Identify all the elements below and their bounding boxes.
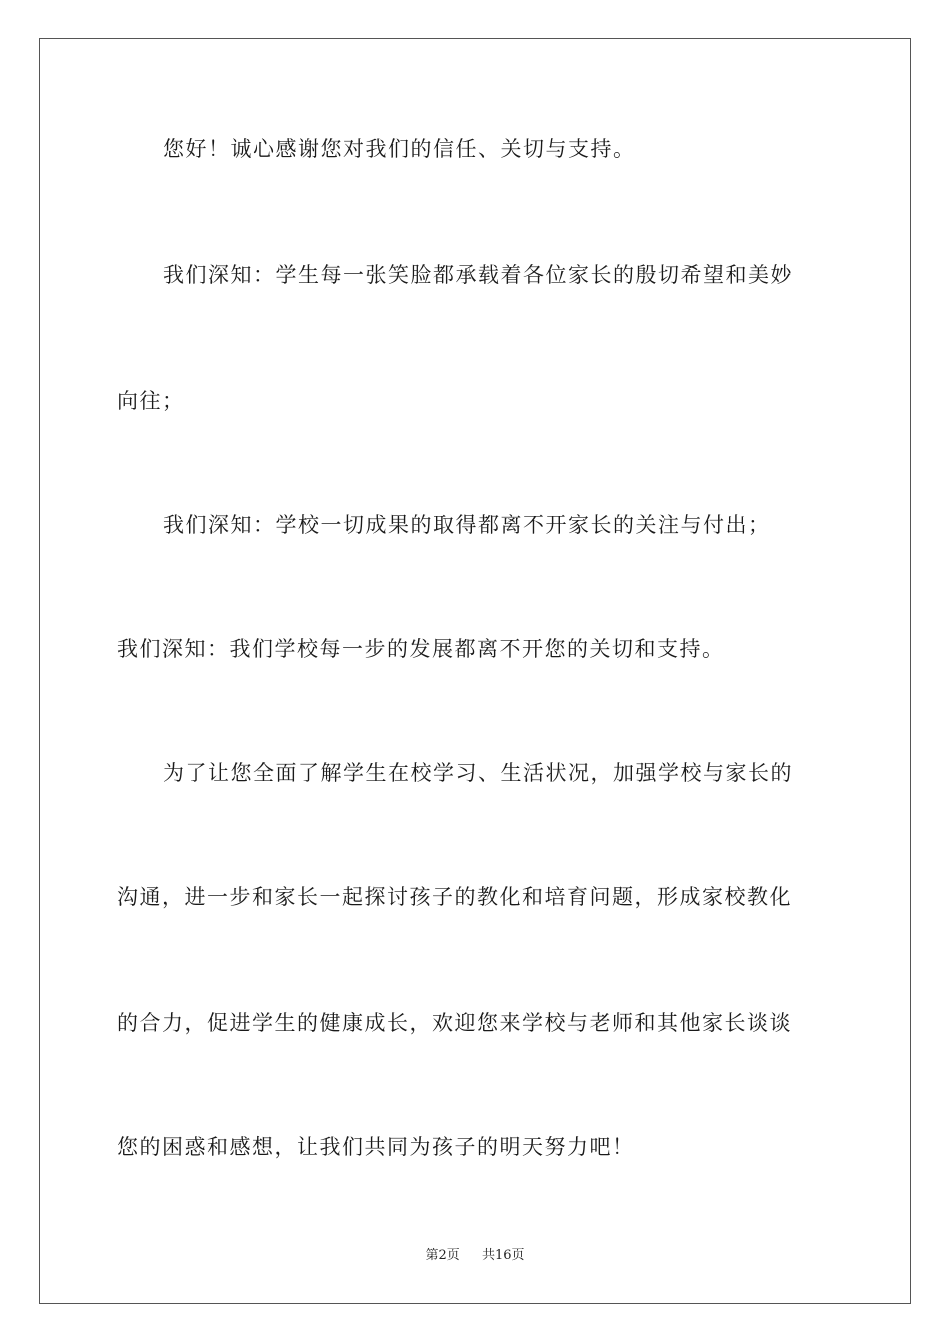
page-number: 第2页 bbox=[425, 1248, 460, 1263]
page-footer bbox=[0, 1247, 950, 1265]
paragraph-line: 您的困惑和感想，让我们共同为孩子的明天努力吧！ bbox=[117, 1135, 635, 1159]
paragraph-line: 我们深知：学校一切成果的取得都离不开家长的关注与付出； bbox=[163, 513, 771, 537]
paragraph-line: 我们深知：我们学校每一步的发展都离不开您的关切和支持。 bbox=[117, 637, 725, 661]
paragraph-line: 的合力，促进学生的健康成长，欢迎您来学校与老师和其他家长谈谈 bbox=[117, 1011, 792, 1035]
paragraph-line: 沟通，进一步和家长一起探讨孩子的教化和培育问题，形成家校教化 bbox=[117, 885, 792, 909]
total-pages: 共16页 bbox=[482, 1248, 525, 1263]
page-border bbox=[39, 38, 911, 1304]
paragraph-line: 为了让您全面了解学生在校学习、生活状况，加强学校与家长的 bbox=[163, 761, 793, 785]
paragraph-greeting: 您好！诚心感谢您对我们的信任、关切与支持。 bbox=[163, 137, 636, 161]
paragraph-line: 我们深知：学生每一张笑脸都承载着各位家长的殷切希望和美妙 bbox=[163, 263, 793, 287]
paragraph-line: 向往； bbox=[117, 389, 185, 413]
